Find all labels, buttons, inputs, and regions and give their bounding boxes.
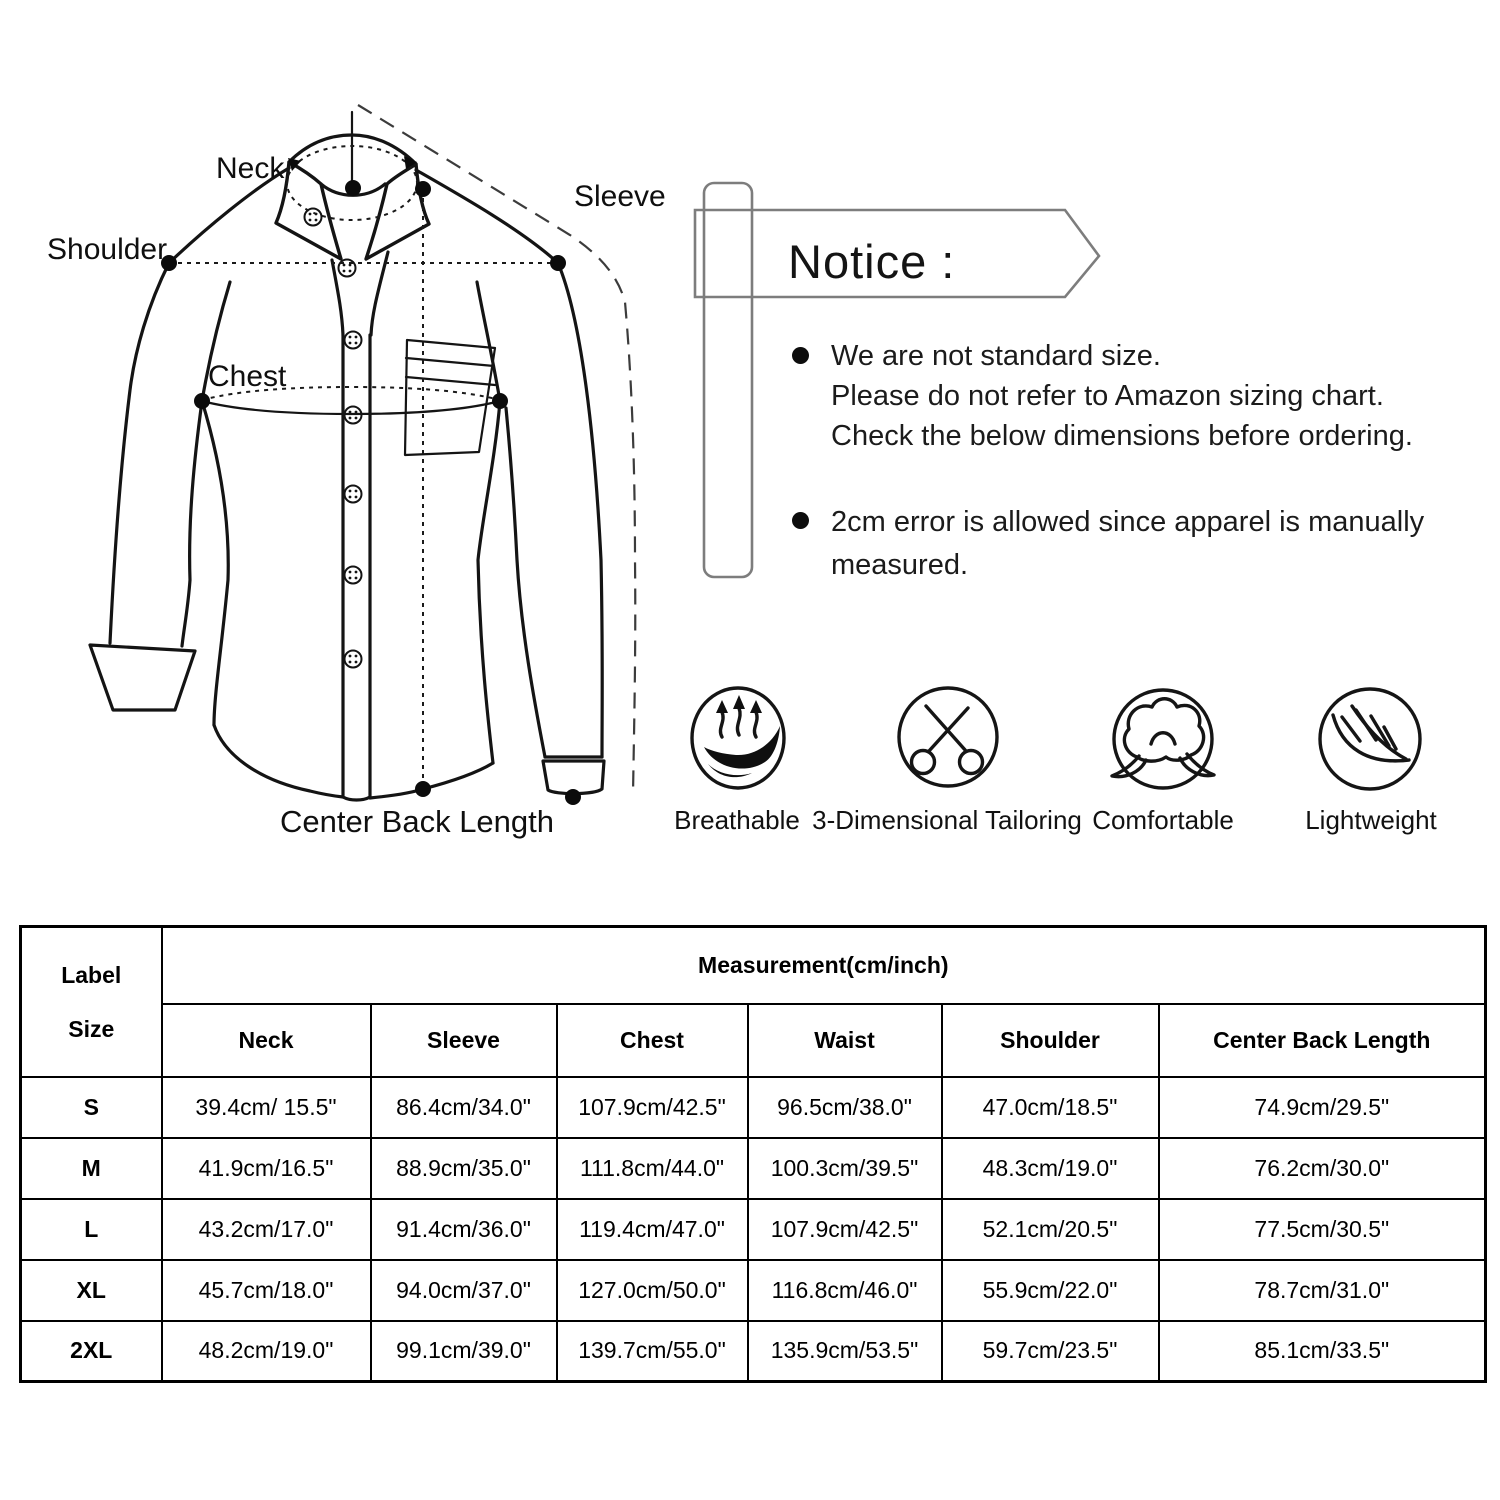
column-header-chest: Chest xyxy=(557,1004,748,1077)
value-cell: 77.5cm/30.5" xyxy=(1159,1199,1486,1260)
table-header-row xyxy=(21,927,1486,1004)
feature-icons xyxy=(692,688,1420,789)
value-cell: 78.7cm/31.0" xyxy=(1159,1260,1486,1321)
neck-label: Neck xyxy=(216,152,285,185)
shirt-drawing xyxy=(90,112,604,800)
buttons xyxy=(305,209,362,668)
value-cell: 55.9cm/22.0" xyxy=(942,1260,1159,1321)
value-cell: 91.4cm/36.0" xyxy=(371,1199,557,1260)
value-cell: 45.7cm/18.0" xyxy=(162,1260,371,1321)
value-cell: 76.2cm/30.0" xyxy=(1159,1138,1486,1199)
value-cell: 99.1cm/39.0" xyxy=(371,1321,557,1382)
value-cell: 100.3cm/39.5" xyxy=(748,1138,942,1199)
value-cell: 74.9cm/29.5" xyxy=(1159,1077,1486,1138)
size-cell: S xyxy=(21,1077,162,1138)
sign-post xyxy=(704,183,752,577)
notice-line: 2cm error is allowed since apparel is manually xyxy=(831,506,1425,538)
tailoring-scissors-icon xyxy=(899,688,997,786)
chest-pocket xyxy=(405,340,495,455)
button-icon xyxy=(345,567,362,584)
notice-bullet xyxy=(792,501,1424,587)
size-cell: L xyxy=(21,1199,162,1260)
value-cell: 139.7cm/55.0" xyxy=(557,1321,748,1382)
value-cell: 43.2cm/17.0" xyxy=(162,1199,371,1260)
value-cell: 48.2cm/19.0" xyxy=(162,1321,371,1382)
table-row-xl xyxy=(21,1260,1486,1321)
feature-label-comfortable: Comfortable xyxy=(1092,805,1234,835)
feature-label-lightweight: Lightweight xyxy=(1305,805,1437,835)
notice-bullet xyxy=(792,336,1413,456)
button-icon xyxy=(305,209,322,226)
right-shoulder-seam xyxy=(416,170,558,263)
value-cell: 85.1cm/33.5" xyxy=(1159,1321,1486,1382)
value-cell: 135.9cm/53.5" xyxy=(748,1321,942,1382)
measurement-header: Measurement(cm/inch) xyxy=(162,927,1486,1004)
button-icon xyxy=(345,332,362,349)
size-cell: 2XL xyxy=(21,1321,162,1382)
value-cell: 59.7cm/23.5" xyxy=(942,1321,1159,1382)
bullet-dot-icon xyxy=(792,512,809,529)
chest-label: Chest xyxy=(208,360,287,393)
right-sleeve xyxy=(506,263,604,794)
value-cell: 52.1cm/20.5" xyxy=(942,1199,1159,1260)
size-cell: M xyxy=(21,1138,162,1199)
button-icon xyxy=(345,486,362,503)
size-measurement-table xyxy=(19,925,1487,1383)
table-row-s xyxy=(21,1077,1486,1138)
sleeve-label: Sleeve xyxy=(574,180,666,213)
value-cell: 107.9cm/42.5" xyxy=(748,1199,942,1260)
label-size-line2: Size xyxy=(68,1015,115,1042)
value-cell: 107.9cm/42.5" xyxy=(557,1077,748,1138)
column-header-center-back-length: Center Back Length xyxy=(1159,1004,1486,1077)
label-size-line1: Label xyxy=(61,961,122,988)
notice-title: Notice : xyxy=(788,235,956,288)
table-columns-row xyxy=(21,1004,1486,1077)
breathable-icon xyxy=(692,688,784,788)
table-row-l xyxy=(21,1199,1486,1260)
left-cuff xyxy=(90,645,195,710)
column-header-waist: Waist xyxy=(748,1004,942,1077)
value-cell: 127.0cm/50.0" xyxy=(557,1260,748,1321)
table-row-m xyxy=(21,1138,1486,1199)
value-cell: 88.9cm/35.0" xyxy=(371,1138,557,1199)
column-header-shoulder: Shoulder xyxy=(942,1004,1159,1077)
feature-label-breathable: Breathable xyxy=(674,805,800,835)
value-cell: 94.0cm/37.0" xyxy=(371,1260,557,1321)
label-size-header xyxy=(21,927,162,1077)
left-sleeve xyxy=(90,263,202,710)
notice-line: Check the below dimensions before ordering. xyxy=(831,420,1413,452)
cotton-comfortable-icon xyxy=(1112,690,1214,788)
value-cell: 47.0cm/18.5" xyxy=(942,1077,1159,1138)
bullet-dot-icon xyxy=(792,347,809,364)
value-cell: 48.3cm/19.0" xyxy=(942,1138,1159,1199)
notice-line: Please do not refer to Amazon sizing chart. xyxy=(831,380,1384,412)
table-row-2xl xyxy=(21,1321,1486,1382)
value-cell: 116.8cm/46.0" xyxy=(748,1260,942,1321)
value-cell: 39.4cm/ 15.5" xyxy=(162,1077,371,1138)
value-cell: 96.5cm/38.0" xyxy=(748,1077,942,1138)
feature-label-tailoring: 3-Dimensional Tailoring xyxy=(812,805,1082,835)
value-cell: 86.4cm/34.0" xyxy=(371,1077,557,1138)
notice-line: We are not standard size. xyxy=(831,340,1161,372)
center-back-length-label: Center Back Length xyxy=(280,804,555,839)
value-cell: 119.4cm/47.0" xyxy=(557,1199,748,1260)
button-icon xyxy=(345,651,362,668)
column-header-neck: Neck xyxy=(162,1004,371,1077)
feather-lightweight-icon xyxy=(1320,689,1420,789)
value-cell: 41.9cm/16.5" xyxy=(162,1138,371,1199)
column-header-sleeve: Sleeve xyxy=(371,1004,557,1077)
notice-line: measured. xyxy=(831,549,969,581)
value-cell: 111.8cm/44.0" xyxy=(557,1138,748,1199)
size-cell: XL xyxy=(21,1260,162,1321)
shoulder-label: Shoulder xyxy=(47,233,168,266)
